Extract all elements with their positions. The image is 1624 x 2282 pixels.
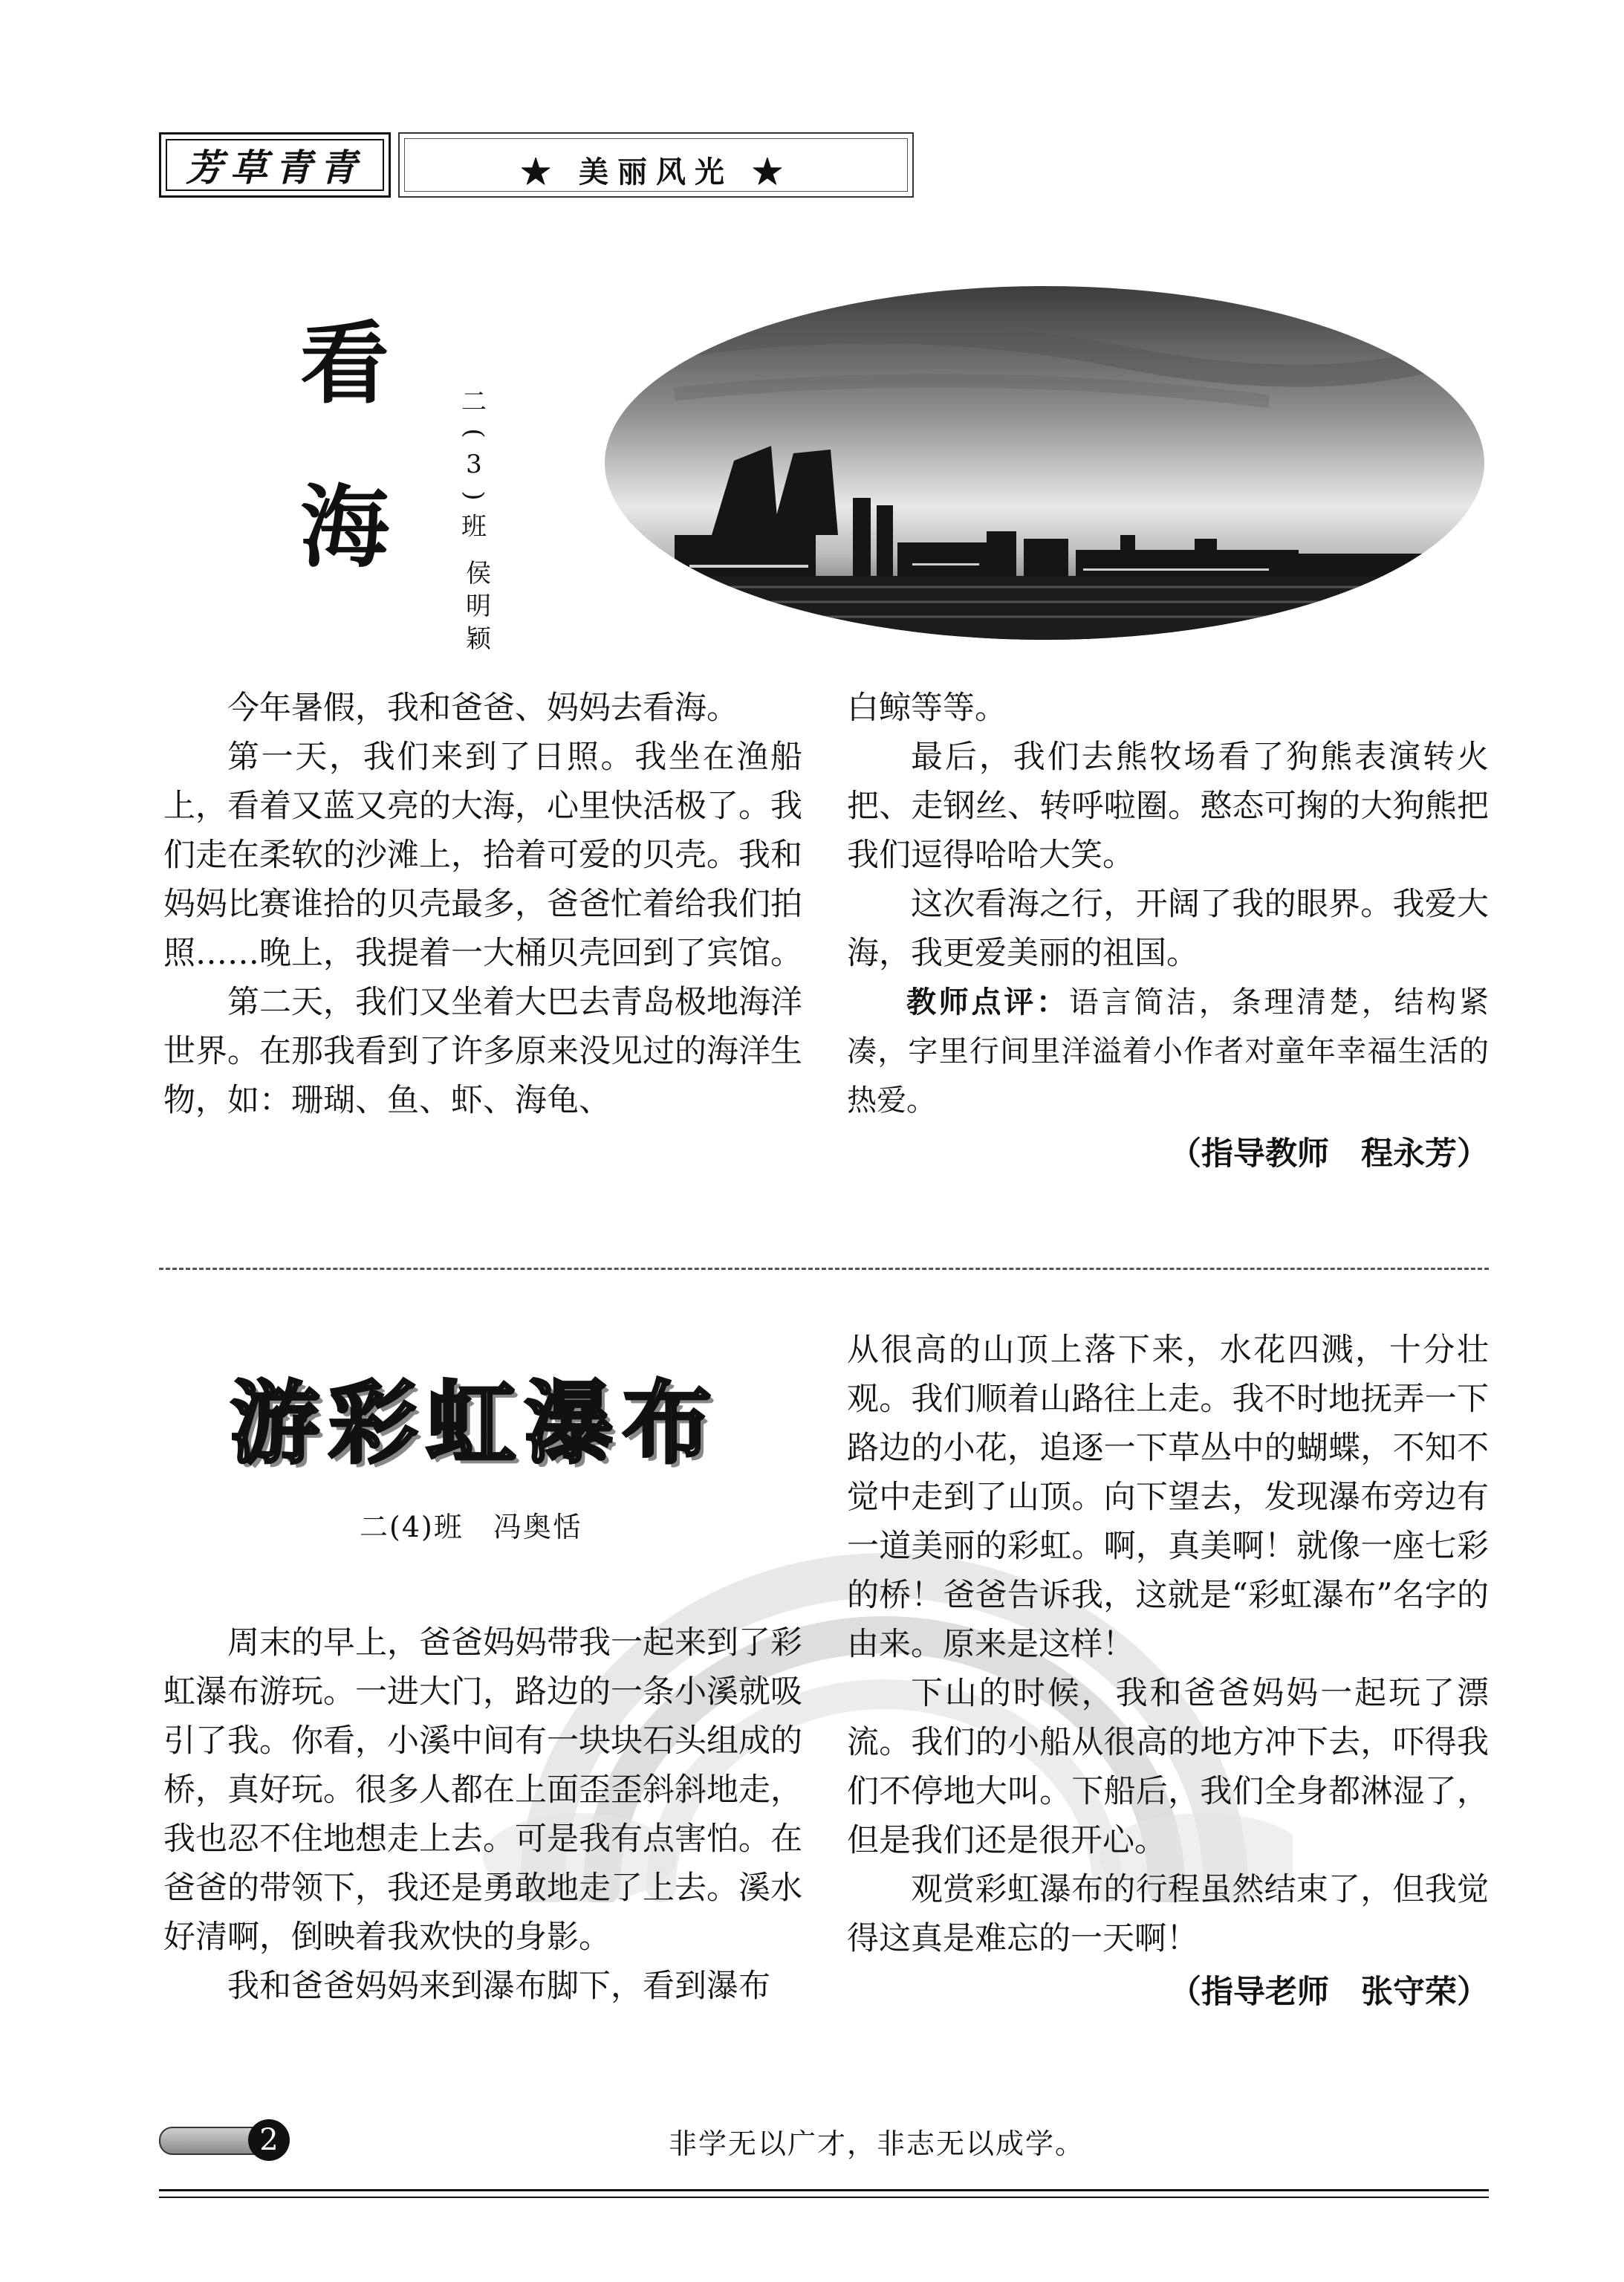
article2-right-column <box>847 1326 1489 2017</box>
article1-right-column <box>847 684 1489 1179</box>
article2-byline: 二(4)班 冯奥恬 <box>360 1511 582 1543</box>
section-divider <box>159 1268 1489 1270</box>
article1-paragraph: 今年暑假，我和爸爸、妈妈去看海。 <box>227 690 738 727</box>
author-char: 侯 <box>466 559 491 589</box>
class-char: 班 <box>461 512 487 542</box>
author-char: 颖 <box>466 624 491 654</box>
article1-paragraph-continued: 白鲸等等。 <box>847 690 1007 727</box>
city-skyline-photo <box>600 282 1489 644</box>
article2-paragraph: 观赏彩虹瀑布的行程虽然结束了，但我觉得这真是难忘的一天啊！ <box>847 1871 1489 1957</box>
article2-teacher: （指导老师 张守荣） <box>1169 1974 1489 2011</box>
teacher-comment <box>847 978 1489 1125</box>
column-label-box <box>398 132 914 198</box>
article2-paragraph: 我和爸爸妈妈来到瀑布脚下，看到瀑布 <box>227 1968 770 2005</box>
article1-title-char-2: 海 <box>300 475 389 580</box>
comment-text: 语言简洁，条理清楚，结构紧凑，字里行间里洋溢着小作者对童年幸福生活的热爱。 <box>847 985 1490 1118</box>
article1-paragraph: 这次看海之行，开阔了我的眼界。我爱大海，我更爱美丽的祖国。 <box>847 886 1489 972</box>
column-label: ★ 美丽风光 ★ <box>521 155 791 189</box>
article2-paragraph-continued: 从很高的山顶上落下来，水花四溅，十分壮观。我们顺着山路往上走。我不时地抚弄一下路边的小花，追逐一下草丛中的蝴蝶，不知不觉中走到了山顶。向下望去，发现瀑布旁边有一道美丽的彩虹。啊，真美啊！就像一座七彩的桥！爸爸告诉我，这就是“彩虹瀑布”名字的由来。原来是这样！ <box>847 1332 1489 1663</box>
article1-teacher: （指导教师 程永芳） <box>1169 1135 1489 1173</box>
class-char: 3 <box>466 450 482 479</box>
article2-left-column <box>163 1618 802 2011</box>
article2-paragraph: 下山的时候，我和爸爸妈妈一起玩了漂流。我们的小船从很高的地方冲下去，吓得我们不停地大叫。下船后，我们全身都淋湿了，但是我们还是很开心。 <box>847 1675 1489 1859</box>
article1-title-char-1: 看 <box>300 311 389 416</box>
article1-paragraph: 第二天，我们又坐着大巴去青岛极地海洋世界。在那我看到了许多原来没见过的海洋生物，如：珊瑚、鱼、虾、海龟、 <box>163 984 802 1119</box>
article2-title: 游彩虹瀑布 <box>230 1372 721 1476</box>
comment-label: 教师点评： <box>906 985 1069 1020</box>
footer-motto: 非学无以广才，非志无以成学。 <box>669 2129 1085 2160</box>
article1-class-label <box>459 386 489 542</box>
footer-rule <box>159 2189 1489 2191</box>
footer-rule <box>159 2197 1489 2198</box>
article2-paragraph: 周末的早上，爸爸妈妈带我一起来到了彩虹瀑布游玩。一进大门，路边的一条小溪就吸引了我。你看，小溪中间有一块块石头组成的桥，真好玩。很多人都在上面歪歪斜斜地走，我也忍不住地想走上去。可是我有点害怕。在爸爸的带领下，我还是勇敢地走了上去。溪水好清啊，倒映着我欢快的身影。 <box>163 1624 802 1956</box>
section-label: 芳草青青 <box>186 146 364 189</box>
class-char: ( <box>459 428 489 438</box>
article1-left-column <box>163 684 802 1125</box>
page-number: 2 <box>248 2119 290 2161</box>
section-label-box <box>159 132 391 198</box>
article1-author <box>464 557 493 655</box>
article1-paragraph: 第一天，我们来到了日照。我坐在渔船上，看着又蓝又亮的大海，心里快活极了。我们走在柔软的沙滩上，拾着可爱的贝壳。我和妈妈比赛谁拾的贝壳最多，爸爸忙着给我们拍照……晚上，我提着一大桶贝壳回到了宾馆。 <box>163 739 802 972</box>
author-char: 明 <box>466 591 491 621</box>
class-char: 二 <box>461 387 487 417</box>
article1-paragraph: 最后，我们去熊牧场看了狗熊表演转火把、走钢丝、转呼啦圈。憨态可掬的大狗熊把我们逗得哈哈大笑。 <box>847 739 1489 874</box>
class-char: ) <box>459 490 489 501</box>
